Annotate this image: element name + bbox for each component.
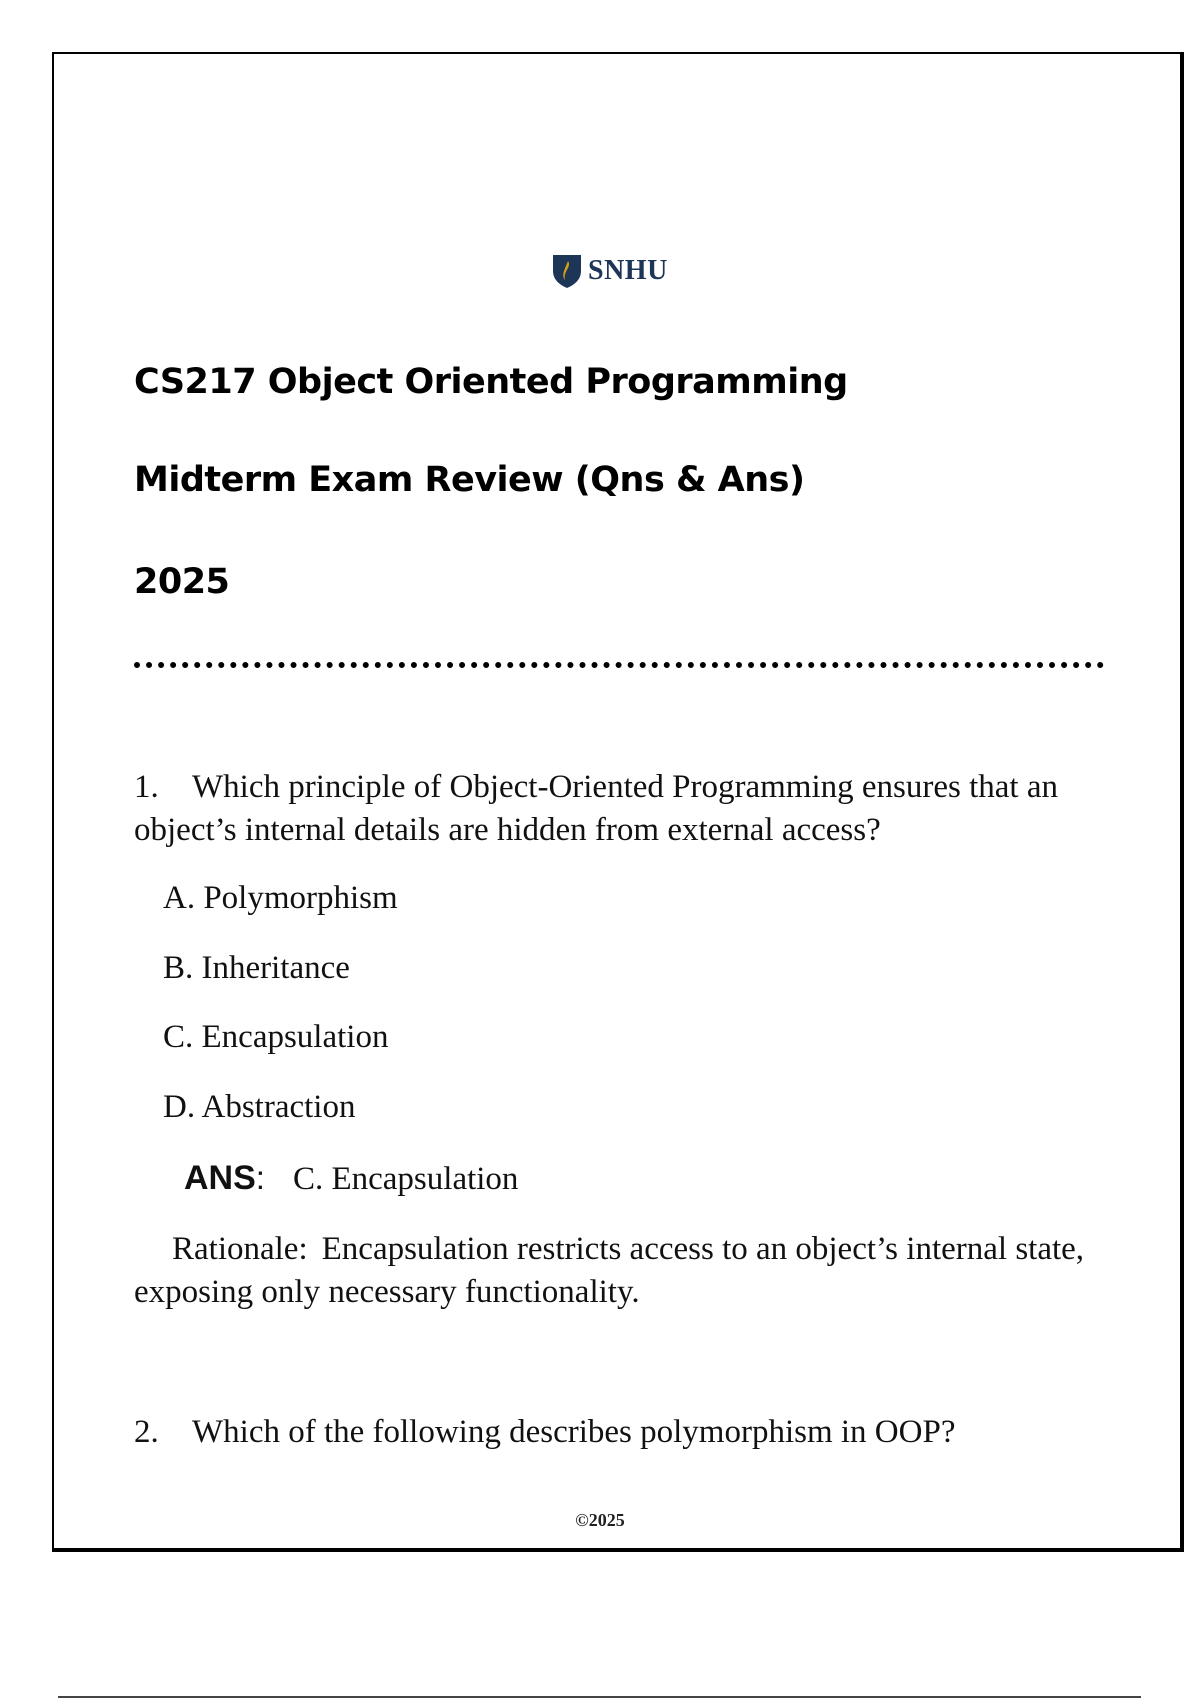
answer-value: C. Encapsulation (292, 1161, 519, 1197)
footer-copyright: ©2025 (575, 1510, 625, 1530)
question-2 (134, 1411, 1109, 1454)
question-number: 2. (134, 1414, 159, 1450)
course-title: CS217 Object Oriented Programming (134, 362, 848, 402)
answer-line (184, 1159, 518, 1198)
question-text: Which principle of Object-Oriented Programming ensures that an object’s internal details are hidden from external access? (134, 769, 1058, 848)
dotted-divider (134, 662, 1104, 668)
option-d: D. Abstraction (163, 1089, 356, 1125)
logo-text: SNHU (588, 255, 668, 286)
rationale-label: Rationale: (172, 1231, 308, 1267)
rationale-text: Encapsulation restricts access to an object’s internal state, exposing only necessary functionality. (134, 1231, 1085, 1310)
option-b: B. Inheritance (163, 950, 350, 986)
document-year: 2025 (134, 562, 230, 602)
rationale (134, 1228, 1114, 1314)
option-a: A. Polymorphism (163, 880, 398, 916)
answer-colon: : (255, 1159, 265, 1196)
snhu-logo (551, 253, 668, 289)
bottom-rule (58, 1696, 1141, 1698)
question-text: Which of the following describes polymorphism in OOP? (192, 1414, 956, 1450)
answer-label: ANS (184, 1159, 256, 1197)
question-1 (134, 766, 1109, 852)
shield-icon (551, 253, 583, 289)
question-number: 1. (134, 769, 159, 805)
document-subtitle: Midterm Exam Review (Qns & Ans) (134, 460, 805, 500)
option-c: C. Encapsulation (163, 1019, 389, 1055)
